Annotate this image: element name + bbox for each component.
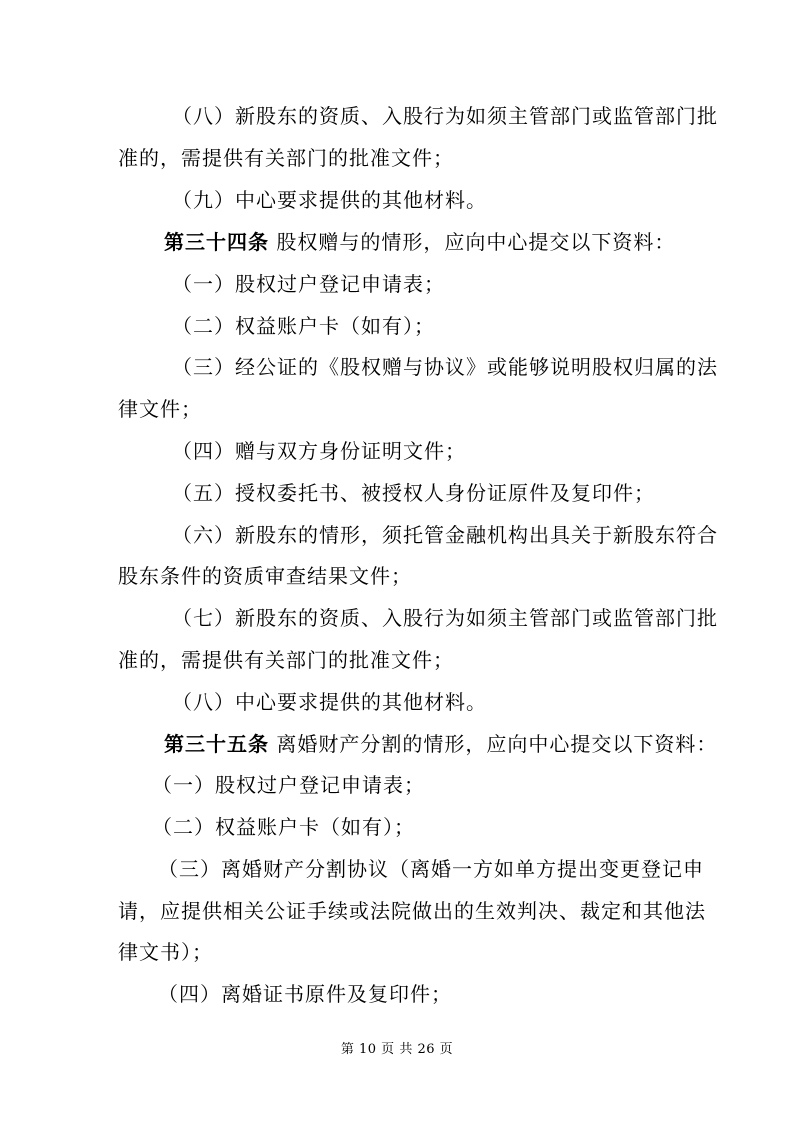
article-35-line <box>164 732 717 756</box>
text-line: 律文书）； <box>118 940 213 964</box>
text-line: （二）权益账户卡（如有）； <box>152 815 415 839</box>
text-line: 请，应提供相关公证手续或法院做出的生效判决、裁定和其他法 <box>118 899 706 923</box>
article-34-heading: 第三十四条 <box>164 230 269 254</box>
text-line: 股东条件的资质审查结果文件； <box>118 564 412 588</box>
article-35-text: 离婚财产分割的情形，应向中心提交以下资料： <box>276 732 718 756</box>
text-line: （一）股权过户登记申请表； <box>172 272 445 296</box>
text-line: （二）权益账户卡（如有）； <box>172 314 435 338</box>
text-line: （四）赠与双方身份证明文件； <box>172 439 466 463</box>
text-line: 准的，需提供有关部门的批准文件； <box>118 146 454 170</box>
article-35-heading: 第三十五条 <box>164 732 269 756</box>
text-line: （三）离婚财产分割协议（离婚一方如单方提出变更登记申 <box>158 857 704 881</box>
text-line: （三）经公证的《股权赠与协议》或能够说明股权归属的法 <box>172 355 718 379</box>
text-line: （七）新股东的资质、入股行为如须主管部门或监管部门批 <box>172 606 718 630</box>
text-line: 律文件； <box>118 397 202 421</box>
text-line: （四）离婚证书原件及复印件； <box>158 982 452 1006</box>
text-line: （九）中心要求提供的其他材料。 <box>172 188 487 212</box>
text-line: （八）新股东的资质、入股行为如须主管部门或监管部门批 <box>172 104 718 128</box>
text-line: 准的，需提供有关部门的批准文件； <box>118 648 454 672</box>
article-34-text: 股权赠与的情形，应向中心提交以下资料： <box>276 230 676 254</box>
text-line: （六）新股东的情形，须托管金融机构出具关于新股东符合 <box>172 523 718 547</box>
text-line: （八）中心要求提供的其他材料。 <box>172 690 487 714</box>
text-line: （五）授权委托书、被授权人身份证原件及复印件； <box>172 481 655 505</box>
article-34-line <box>164 230 675 254</box>
text-line: （一）股权过户登记申请表； <box>152 773 425 797</box>
page-number-footer: 第 10 页 共 26 页 <box>340 1042 454 1057</box>
